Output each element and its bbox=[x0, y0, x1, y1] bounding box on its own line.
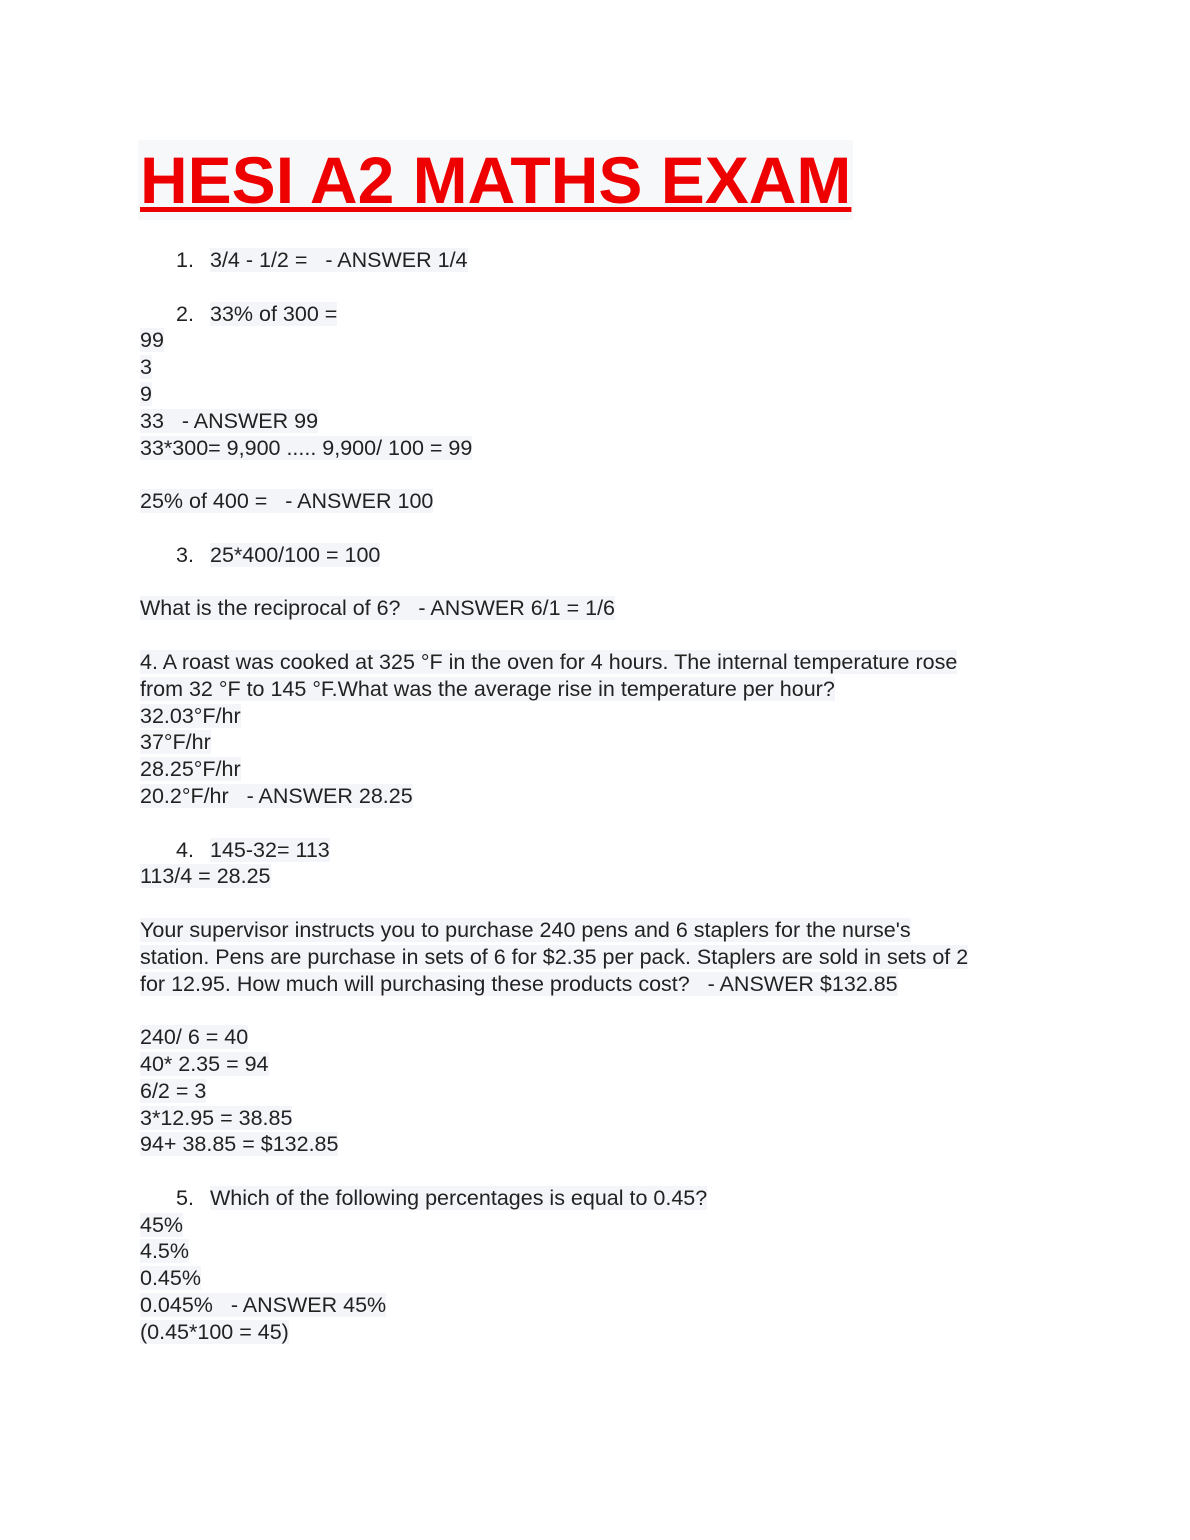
question-reciprocal: What is the reciprocal of 6? - ANSWER 6/1 = 1/6 bbox=[140, 596, 615, 621]
document-title: HESI A2 MATHS EXAM bbox=[138, 140, 853, 220]
question-text: Which of the following percentages is equal to 0.45? bbox=[210, 1185, 708, 1210]
answer-option: 0.45% bbox=[140, 1266, 201, 1291]
question-text: 3/4 - 1/2 = - ANSWER 1/4 bbox=[210, 248, 468, 272]
spacer bbox=[140, 461, 1060, 488]
answer-option: 37°F/hr bbox=[140, 730, 211, 755]
question-pens-line: for 12.95. How much will purchasing these products cost? - ANSWER $132.85 bbox=[140, 971, 898, 996]
question-number: 5. bbox=[176, 1185, 194, 1210]
question-2 bbox=[140, 301, 1060, 328]
answer-option: 99 bbox=[140, 328, 164, 353]
spacer bbox=[140, 622, 1060, 649]
question-25-percent: 25% of 400 = - ANSWER 100 bbox=[140, 489, 434, 514]
document-page bbox=[140, 140, 1060, 1346]
work-line: 6/2 = 3 bbox=[140, 1078, 207, 1103]
spacer bbox=[140, 274, 1060, 301]
answer-option: 28.25°F/hr bbox=[140, 757, 241, 782]
work-line: 94+ 38.85 = $132.85 bbox=[140, 1132, 339, 1157]
answer-option: 33 - ANSWER 99 bbox=[140, 408, 319, 433]
answer-option: 20.2°F/hr - ANSWER 28.25 bbox=[140, 783, 413, 808]
spacer bbox=[140, 1158, 1060, 1185]
question-4-line: from 32 °F to 145 °F.What was the average rise in temperature per hour? bbox=[140, 676, 835, 701]
work-line: (0.45*100 = 45) bbox=[140, 1319, 289, 1344]
work-line: 40* 2.35 = 94 bbox=[140, 1051, 269, 1076]
work-line: 240/ 6 = 40 bbox=[140, 1025, 249, 1050]
question-text: 33% of 300 = bbox=[210, 301, 338, 326]
spacer bbox=[140, 569, 1060, 596]
question-text: 25*400/100 = 100 bbox=[210, 542, 381, 567]
question-number: 2. bbox=[176, 301, 194, 326]
question-number: 3. bbox=[176, 542, 194, 567]
answer-option: 3 bbox=[140, 355, 152, 380]
work-line: 113/4 = 28.25 bbox=[140, 864, 271, 889]
answer-option: 4.5% bbox=[140, 1239, 190, 1264]
question-number: 1. bbox=[176, 248, 194, 272]
question-4-work bbox=[140, 837, 1060, 864]
spacer bbox=[140, 810, 1060, 837]
question-5 bbox=[140, 1185, 1060, 1212]
answer-option: 45% bbox=[140, 1212, 184, 1237]
question-4-line: 4. A roast was cooked at 325 °F in the oven for 4 hours. The internal temperature rose bbox=[140, 649, 958, 674]
spacer bbox=[140, 997, 1060, 1024]
spacer bbox=[140, 890, 1060, 917]
question-1 bbox=[140, 247, 1060, 274]
question-number: 4. bbox=[176, 837, 194, 862]
question-text: 145-32= 113 bbox=[210, 837, 330, 862]
question-pens-line: Your supervisor instructs you to purchase 240 pens and 6 staplers for the nurse's bbox=[140, 917, 911, 942]
question-pens-line: station. Pens are purchase in sets of 6 for $2.35 per pack. Staplers are sold in sets of 2 bbox=[140, 944, 969, 969]
answer-option: 32.03°F/hr bbox=[140, 703, 241, 728]
document-body bbox=[140, 247, 1060, 1346]
answer-option: 0.045% - ANSWER 45% bbox=[140, 1293, 387, 1318]
spacer bbox=[140, 515, 1060, 542]
work-line: 3*12.95 = 38.85 bbox=[140, 1105, 293, 1130]
question-3 bbox=[140, 542, 1060, 569]
answer-option: 9 bbox=[140, 381, 152, 406]
work-line: 33*300= 9,900 ..... 9,900/ 100 = 99 bbox=[140, 435, 473, 460]
